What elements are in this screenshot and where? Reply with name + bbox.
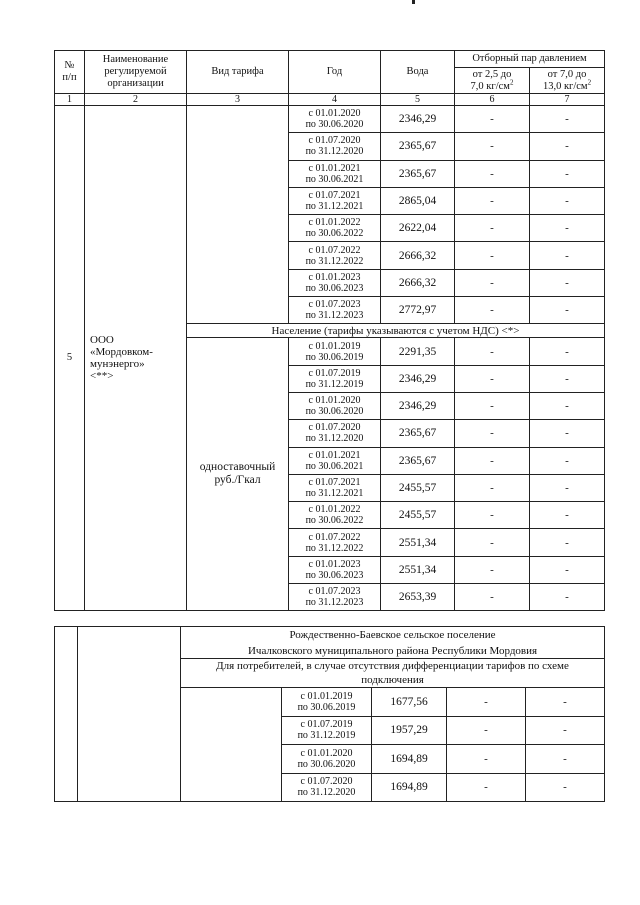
steam-low-value: - [455, 297, 530, 324]
steam-low-value: - [455, 392, 530, 419]
column-number: 6 [455, 94, 530, 106]
water-value: 1957,29 [372, 716, 447, 745]
steam-low-value: - [447, 773, 526, 802]
empty-org-cell [78, 627, 181, 802]
steam-low-value: - [455, 584, 530, 611]
period-cell: с 01.07.2023 по 31.12.2023 [289, 584, 381, 611]
steam-high-value: - [530, 242, 605, 269]
period-cell: с 01.01.2023 по 30.06.2023 [289, 269, 381, 296]
period-cell: с 01.07.2022 по 31.12.2022 [289, 529, 381, 556]
water-value: 2365,67 [381, 447, 455, 474]
water-value: 2551,34 [381, 556, 455, 583]
steam-high-value: - [530, 447, 605, 474]
period-cell: с 01.01.2023 по 30.06.2023 [289, 556, 381, 583]
steam-high-value: - [530, 556, 605, 583]
steam-high-value: - [530, 502, 605, 529]
period-cell: с 01.07.2021 по 31.12.2021 [289, 187, 381, 214]
steam-high-value: - [530, 215, 605, 242]
steam-high-value: - [530, 392, 605, 419]
steam-high-value: - [530, 420, 605, 447]
header-org: Наименование регулируемой организации [85, 51, 187, 94]
period-cell: с 01.01.2019 по 30.06.2019 [289, 338, 381, 365]
steam-low-value: - [455, 133, 530, 160]
header-num: № п/п [55, 51, 85, 94]
settlement-title: Рождественно-Баевское сельское поселение [181, 627, 605, 644]
steam-low-value: - [455, 187, 530, 214]
column-number: 4 [289, 94, 381, 106]
steam-high-value: - [526, 745, 605, 774]
water-value: 2551,34 [381, 529, 455, 556]
steam-high-value: - [530, 269, 605, 296]
water-value: 2346,29 [381, 365, 455, 392]
period-cell: с 01.01.2021 по 30.06.2021 [289, 160, 381, 187]
steam-low-value: - [455, 242, 530, 269]
column-number: 5 [381, 94, 455, 106]
water-value: 2455,57 [381, 474, 455, 501]
water-value: 2865,04 [381, 187, 455, 214]
water-value: 2346,29 [381, 392, 455, 419]
steam-low-value: - [447, 745, 526, 774]
steam-high-value: - [526, 773, 605, 802]
steam-high-value: - [526, 688, 605, 717]
column-number: 3 [187, 94, 289, 106]
header-steam-high: от 7,0 до 13,0 $кг/см^2$ [530, 68, 605, 94]
steam-high-value: - [530, 338, 605, 365]
steam-high-value: - [530, 474, 605, 501]
organization-name: ООО «Мордовком- мунэнерго» <**> [85, 106, 187, 611]
water-value: 2653,39 [381, 584, 455, 611]
period-cell: с 01.01.2022 по 30.06.2022 [289, 502, 381, 529]
header-steam: Отборный пар давлением [455, 51, 605, 68]
steam-low-value: - [455, 420, 530, 447]
district-title: Ичалковского муниципального района Республики Мордовия [181, 644, 605, 659]
steam-low-value: - [455, 556, 530, 583]
steam-low-value: - [455, 474, 530, 501]
steam-low-value: - [455, 502, 530, 529]
header-water: Вода [381, 51, 455, 94]
water-value: 1694,89 [372, 773, 447, 802]
water-value: 2772,97 [381, 297, 455, 324]
population-label: Население (тарифы указываются с учетом НДС) <*> [187, 324, 605, 338]
water-value: 2291,35 [381, 338, 455, 365]
period-cell: с 01.07.2023 по 31.12.2023 [289, 297, 381, 324]
header-year: Год [289, 51, 381, 94]
tariff-type-empty [181, 688, 282, 802]
steam-low-value: - [447, 716, 526, 745]
steam-high-value: - [526, 716, 605, 745]
steam-high-value: - [530, 584, 605, 611]
period-cell: с 01.01.2022 по 30.06.2022 [289, 215, 381, 242]
period-cell: с 01.07.2022 по 31.12.2022 [289, 242, 381, 269]
steam-high-value: - [530, 106, 605, 133]
steam-low-value: - [455, 269, 530, 296]
water-value: 2622,04 [381, 215, 455, 242]
steam-low-value: - [455, 215, 530, 242]
steam-high-value: - [530, 160, 605, 187]
tariff-type-empty [187, 106, 289, 324]
period-cell: с 01.01.2020 по 30.06.2020 [289, 392, 381, 419]
water-value: 2365,67 [381, 420, 455, 447]
page-mark [412, 0, 415, 4]
header-steam-low: от 2,5 до 7,0 $кг/см^2$ [455, 68, 530, 94]
steam-high-value: - [530, 529, 605, 556]
steam-low-value: - [455, 106, 530, 133]
row-number: 5 [55, 106, 85, 611]
steam-high-value: - [530, 297, 605, 324]
steam-low-value: - [455, 338, 530, 365]
period-cell: с 01.01.2020 по 30.06.2020 [289, 106, 381, 133]
period-cell: с 01.01.2019 по 30.06.2019 [282, 688, 372, 717]
period-cell: с 01.07.2020 по 31.12.2020 [289, 420, 381, 447]
water-value: 1677,56 [372, 688, 447, 717]
water-value: 2666,32 [381, 242, 455, 269]
water-value: 2455,57 [381, 502, 455, 529]
period-cell: с 01.07.2019 по 31.12.2019 [289, 365, 381, 392]
water-value: 2365,67 [381, 160, 455, 187]
water-value: 1694,89 [372, 745, 447, 774]
water-value: 2365,67 [381, 133, 455, 160]
steam-low-value: - [455, 447, 530, 474]
steam-high-value: - [530, 133, 605, 160]
period-cell: с 01.07.2020 по 31.12.2020 [289, 133, 381, 160]
steam-low-value: - [455, 365, 530, 392]
water-value: 2666,32 [381, 269, 455, 296]
period-cell: с 01.07.2021 по 31.12.2021 [289, 474, 381, 501]
column-number: 7 [530, 94, 605, 106]
tariff-table [54, 50, 605, 611]
empty-num-cell [55, 627, 78, 802]
tariff-type: одноставочный руб./Гкал [187, 338, 289, 611]
tariff-table-2 [54, 626, 605, 802]
steam-high-value: - [530, 365, 605, 392]
consumers-note: Для потребителей, в случае отсутствия дифференциации тарифов по схеме [181, 659, 605, 674]
period-cell: с 01.07.2019 по 31.12.2019 [282, 716, 372, 745]
period-cell: с 01.07.2020 по 31.12.2020 [282, 773, 372, 802]
steam-high-value: - [530, 187, 605, 214]
period-cell: с 01.01.2021 по 30.06.2021 [289, 447, 381, 474]
steam-low-value: - [455, 529, 530, 556]
period-cell: с 01.01.2020 по 30.06.2020 [282, 745, 372, 774]
header-tariff-type: Вид тарифа [187, 51, 289, 94]
column-number: 2 [85, 94, 187, 106]
consumers-note-2: подключения [181, 674, 605, 688]
water-value: 2346,29 [381, 106, 455, 133]
column-number: 1 [55, 94, 85, 106]
steam-low-value: - [455, 160, 530, 187]
steam-low-value: - [447, 688, 526, 717]
